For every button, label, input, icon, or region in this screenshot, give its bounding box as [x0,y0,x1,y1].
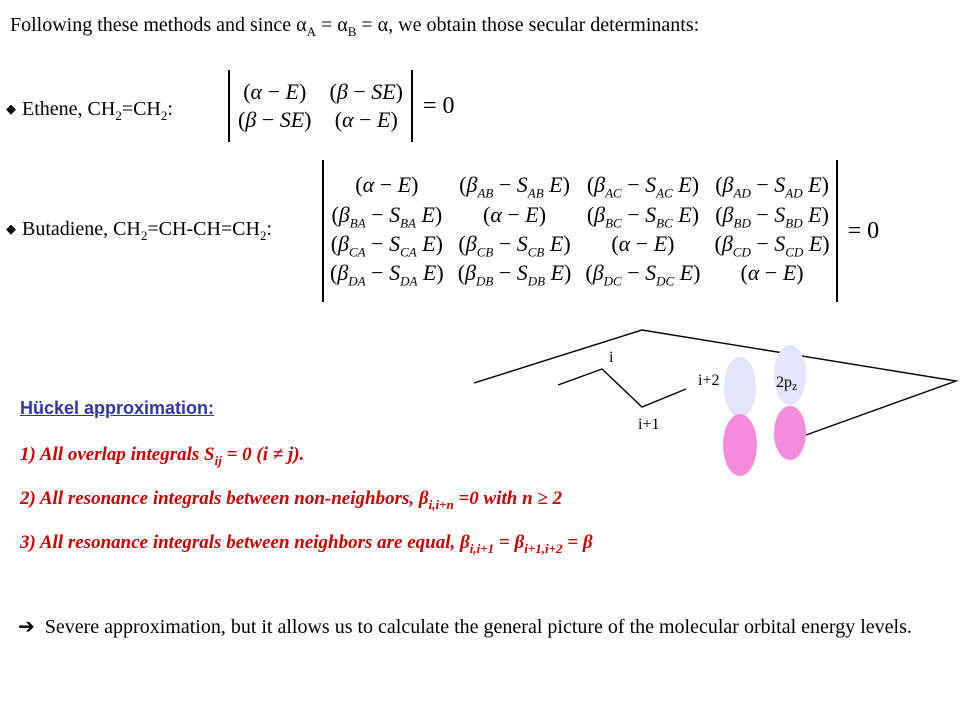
rule3-equals: = [494,532,515,553]
ethene-matrix [230,79,411,133]
diagram-label-i-plus-2: i+2 [698,372,720,389]
butadiene-matrix-entry-2-3: ($\beta_{BC} - S_{BC}$ E) [586,201,700,230]
butadiene-matrix-entry-1-4: ($\beta_{AD} - S_{AD}$ E) [715,172,829,201]
butadiene-determinant [322,160,879,302]
beta-symbol: β [460,532,470,553]
butadiene-matrix-entry-4-4: (α − E) [740,260,804,286]
conclusion-text: Severe approximation, but it allows us to calculate the general picture of the molecular orbital energy levels. [44,616,912,638]
huckel-title: Hückel approximation: [20,398,215,418]
subscript-a: A [306,24,316,39]
butadiene-matrix-entry-4-1: ($\beta_{DA} - S_{DA}$ E) [330,260,444,289]
huckel-rule-2 [20,488,562,513]
equals-sign: = [315,14,338,36]
butadiene-matrix-entry-3-1: ($\beta_{CA} - S_{CA}$ E) [330,231,443,260]
butadiene-matrix-entry-3-3: (α − E) [611,231,675,256]
diagram-label-i-plus-1: i+1 [638,416,660,433]
rule1-subscript: ij [214,452,222,468]
ethene-determinant [228,70,455,142]
rule2-subscript: i,i+n [428,496,454,512]
butadiene-matrix-entry-2-1: ($\beta_{BA} - S_{BA}$ E) [331,201,443,230]
subscript-b: B [347,24,357,39]
ethene-subscript: 2 [115,108,122,123]
butadiene-label [6,218,272,244]
diagram-label-i: i [609,349,614,366]
butadiene-label-text: Butadiene, CH [22,218,141,240]
rule1-text-end: = 0 (i ≠ j). [221,444,305,465]
rule3-text: 3) All resonance integrals between neighbors are equal, [20,532,461,553]
rule3-subscript-2: i+1,i+2 [524,540,563,556]
right-arrow-icon: ➔ [18,614,35,638]
butadiene-label-text-2: =CH-CH=CH [147,218,260,240]
ethene-equals-zero: = 0 [423,92,455,119]
rule3-text-end: = β [562,532,593,553]
ethene-label-text: Ethene, CH [22,98,116,120]
orbital-lobe-lower-left [723,414,757,476]
butadiene-matrix-entry-4-2: ($\beta_{DB} - S_{DB}$ E) [457,260,572,289]
butadiene-matrix-entry-3-2: ($\beta_{CB} - S_{CB}$ E) [458,231,571,260]
intro-text-end: α, we obtain those secular determinants: [377,14,700,36]
ethene-matrix-entry-1-1: (α − E) [243,79,307,104]
ethene-label-text-2: =CH [121,98,161,120]
diagram-label-z: z [792,379,798,393]
diagram-label-2p: 2p [776,374,792,391]
huckel-rule-1 [20,444,304,469]
butadiene-matrix-entry-2-4: ($\beta_{BD} - S_{BD}$ E) [715,201,829,230]
alpha-symbol: α [337,14,348,36]
orbital-lobe-lower-right [774,406,806,460]
rule3-subscript-1: i,i+1 [469,540,495,556]
rule2-text-end: =0 with n ≥ 2 [453,488,563,509]
beta-symbol: β [418,488,429,509]
p-orbital-chain-diagram [470,325,960,495]
butadiene-matrix [324,172,836,290]
ethene-matrix-entry-1-2: (β − SE) [329,79,403,104]
conclusion-paragraph [18,612,944,641]
rule1-text: 1) All overlap integrals S [20,444,215,465]
ethene-matrix-entry-2-1: (β − SE) [238,107,312,132]
orbital-lobe-upper-left [724,357,756,417]
butadiene-matrix-entry-1-1: (α − E) [355,172,419,198]
intro-line [10,14,699,40]
butadiene-matrix-entry-4-3: ($\beta_{DC} - S_{DC}$ E) [585,260,701,289]
butadiene-matrix-entry-1-3: ($\beta_{AC} - S_{AC}$ E) [586,172,700,201]
butadiene-subscript: 2 [140,228,148,243]
determinant-right-bar [411,70,413,142]
ethene-matrix-entry-2-2: (α − E) [334,107,398,132]
equals-sign: = [356,14,378,36]
butadiene-equals-zero: = 0 [847,217,880,244]
diamond-bullet-icon: ◆ [6,102,16,117]
butadiene-matrix-entry-3-4: ($\beta_{CD} - S_{CD}$ E) [714,231,830,260]
diamond-bullet-icon: ◆ [6,222,16,237]
beta-symbol: β [514,532,525,553]
butadiene-matrix-entry-1-2: ($\beta_{AB} - S_{AB}$ E) [459,172,570,201]
butadiene-matrix-entry-2-2: (α − E) [482,201,547,227]
carbon-chain-bonds [558,369,686,407]
ethene-label-colon: : [167,98,173,120]
huckel-rule-3 [20,532,593,557]
ethene-label [6,98,173,124]
rule2-text: 2) All resonance integrals between non-neighbors, [20,488,419,509]
determinant-right-bar [836,160,838,302]
alpha-symbol: α [296,14,307,36]
butadiene-label-colon: : [266,218,273,240]
butadiene-subscript-2: 2 [259,228,267,243]
intro-text-start: Following these methods and since [10,14,297,36]
ethene-subscript-2: 2 [160,108,168,123]
